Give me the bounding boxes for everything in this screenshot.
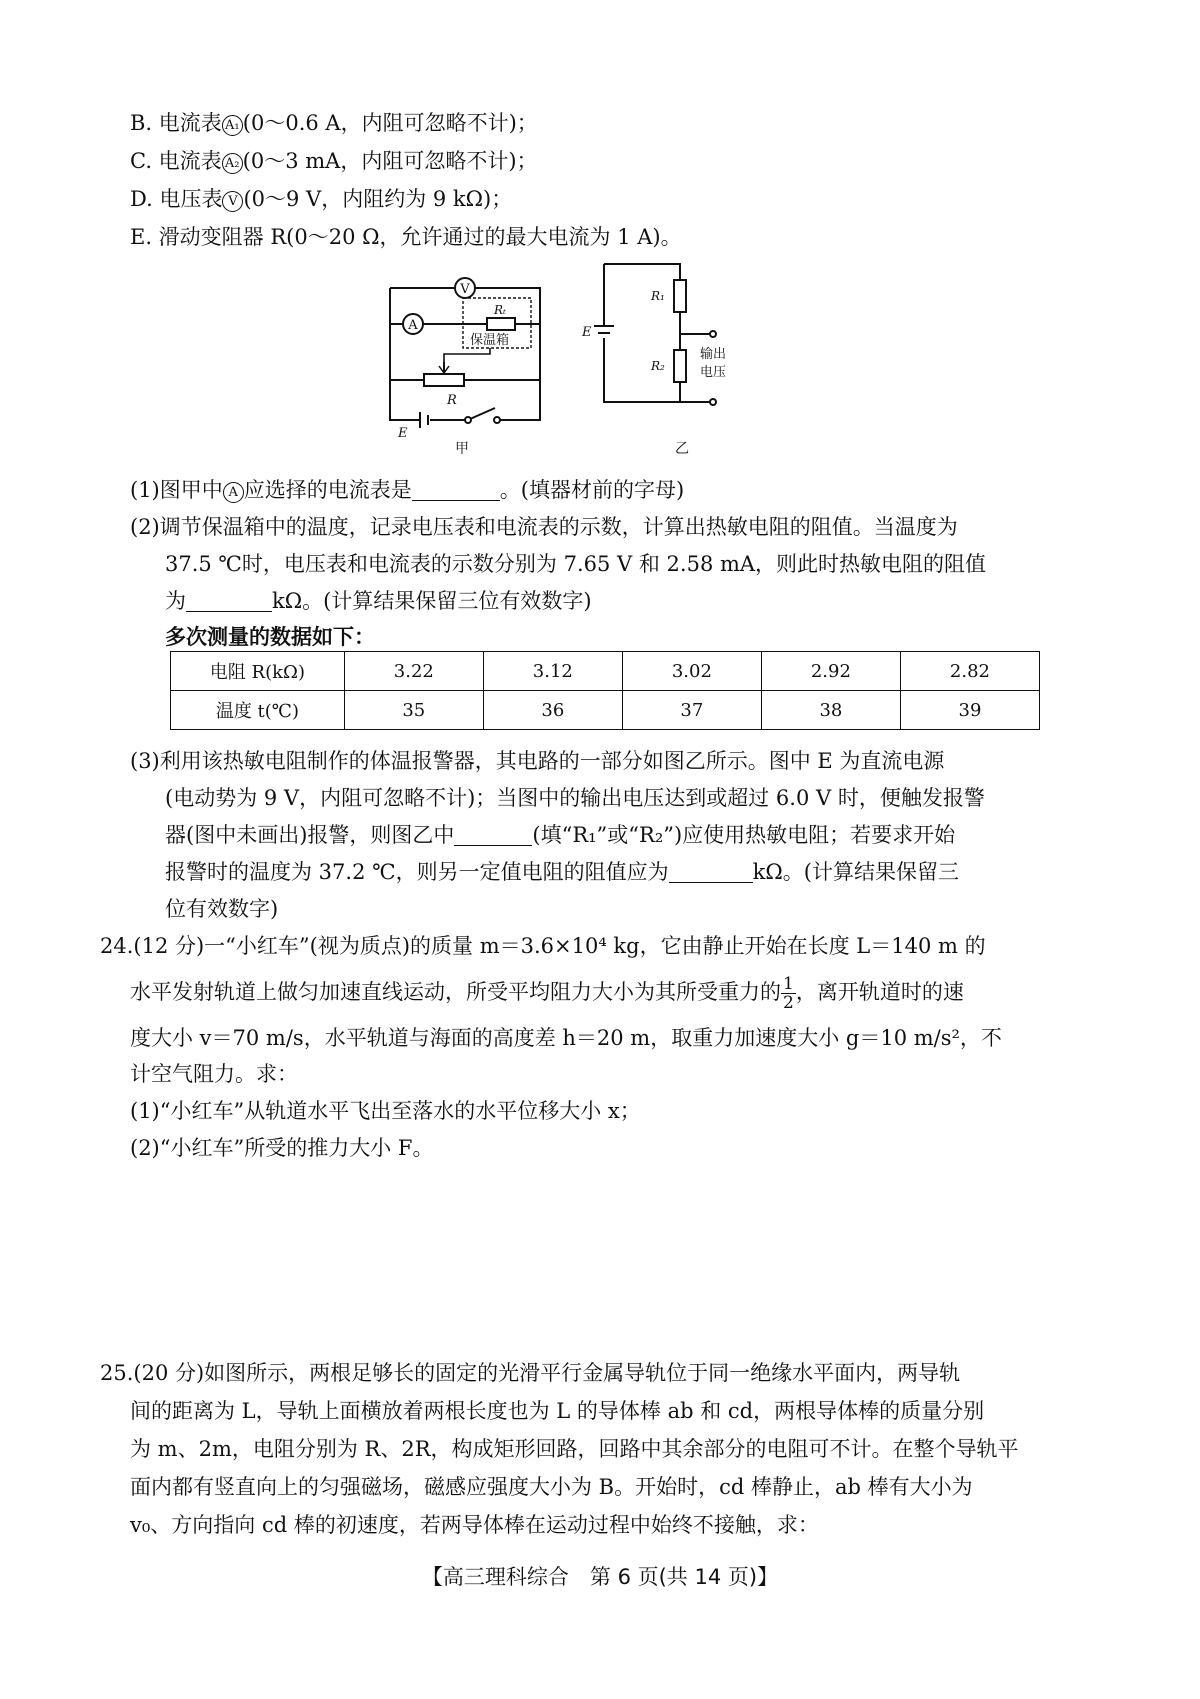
ammeter-a2-symbol: A₂ — [222, 153, 243, 174]
figure-yi-r1-label: R₁ — [651, 289, 665, 303]
figure-yi-r2-label: R₂ — [651, 359, 665, 373]
q23-part3-line4: 报警时的温度为 37.2 ℃，则另一定值电阻的阻值应为 kΩ。(计算结果保留三 — [165, 860, 959, 884]
table-cell: 3.02 — [622, 652, 761, 691]
q23-part2-line3: 为 kΩ。(计算结果保留三位有效数字) — [165, 589, 592, 613]
q24-line6: (2)“小红车”所受的推力大小 F。 — [130, 1136, 434, 1160]
q23-part3-line2: (电动势为 9 V，内阻可忽略不计)；当图中的输出电压达到或超过 6.0 V 时，便触发报警 — [165, 786, 985, 810]
circuit-diagram-jia — [390, 278, 540, 457]
answer-blank-2[interactable] — [186, 589, 272, 612]
ammeter-a1-symbol: A₁ — [222, 115, 243, 136]
q23-part2-line1: (2)调节保温箱中的温度，记录电压表和电流表的示数，计算出热敏电阻的阻值。当温度为 — [130, 515, 958, 539]
option-c: C. 电流表 A₂ (0～3 mA，内阻可忽略不计)； — [130, 149, 538, 173]
figure-jia-rt-label: Rₜ — [494, 303, 506, 317]
option-e: E. 滑动变阻器 R(0～20 Ω，允许通过的最大电流为 1 A)。 — [130, 225, 682, 249]
table-row-label: 电阻 R(kΩ) — [171, 652, 345, 691]
voltmeter-symbol: V — [222, 191, 243, 212]
q24-line1: 24.(12 分)一“小红车”(视为质点)的质量 m＝3.6×10⁴ kg，它由静止开始在长度 L＝140 m 的 — [100, 934, 986, 958]
figure-jia-ammeter-label: A — [408, 318, 418, 333]
q24-line4: 计空气阻力。求： — [130, 1062, 298, 1086]
figure-yi-e-label: E — [582, 325, 592, 340]
page-footer: 【高三理科综合 第 6 页(共 14 页)】 — [421, 1565, 779, 1589]
q23-part1: (1)图甲中 A 应选择的电流表是 。(填器材前的字母) — [130, 478, 685, 502]
q23-part3-line3: 器(图中未画出)报警，则图乙中 (填“R₁”或“R₂”)应使用热敏电阻；若要求开始 — [165, 823, 956, 847]
table-intro: 多次测量的数据如下： — [165, 624, 375, 649]
figure-jia-r-label: R — [447, 393, 457, 408]
ammeter-symbol: A — [223, 482, 244, 503]
answer-blank-3[interactable] — [454, 823, 532, 846]
table-row — [171, 691, 1040, 730]
table-cell: 36 — [483, 691, 622, 730]
table-cell: 3.12 — [483, 652, 622, 691]
q24-line3: 度大小 v＝70 m/s，水平轨道与海面的高度差 h＝20 m，取重力加速度大小 g＝10 m/s²，不 — [130, 1026, 1002, 1050]
q25-line3: 为 m、2m，电阻分别为 R、2R，构成矩形回路，回路中其余部分的电阻可不计。在整个导轨平 — [130, 1437, 1019, 1461]
option-b: B. 电流表 A₁ (0～0.6 A，内阻可忽略不计)； — [130, 111, 538, 135]
q25-line4: 面内都有竖直向上的匀强磁场，磁感应强度大小为 B。开始时，cd 棒静止，ab 棒有大小为 — [130, 1475, 973, 1499]
answer-blank-1[interactable] — [412, 478, 500, 501]
q25-line2: 间的距离为 L，导轨上面横放着两根长度也为 L 的导体棒 ab 和 cd，两根导体棒的质量分别 — [130, 1399, 985, 1423]
table-cell: 2.82 — [900, 652, 1039, 691]
figure-jia-box-label: 保温箱 — [470, 333, 510, 348]
q23-part2-line2: 37.5 ℃时，电压表和电流表的示数分别为 7.65 V 和 2.58 mA，则此时热敏电阻的阻值 — [165, 552, 987, 576]
table-row — [171, 652, 1040, 691]
q25-line1: 25.(20 分)如图所示，两根足够长的固定的光滑平行金属导轨位于同一绝缘水平面内，两导轨 — [100, 1361, 961, 1385]
table-row-label: 温度 t(℃) — [171, 691, 345, 730]
table-cell: 37 — [622, 691, 761, 730]
data-table — [170, 651, 1040, 730]
q24-line2: 水平发射轨道上做匀加速直线运动，所受平均阻力大小为其所受重力的 $\frac{1}{2}$ ，离开轨道时的速 — [130, 974, 964, 1013]
q23-part3-line1: (3)利用该热敏电阻制作的体温报警器，其电路的一部分如图乙所示。图中 E 为直流电源 — [130, 749, 945, 773]
figure-jia-e-label: E — [398, 426, 408, 441]
table-cell: 38 — [761, 691, 900, 730]
q25-line5: v₀、方向指向 cd 棒的初速度，若两导体棒在运动过程中始终不接触，求： — [130, 1513, 819, 1537]
circuit-diagram-yi — [581, 264, 726, 457]
table-cell: 3.22 — [344, 652, 483, 691]
fraction-one-half: $\frac{1}{2}$ — [783, 974, 794, 1013]
answer-blank-4[interactable] — [669, 860, 753, 883]
figure-yi-output-label-1: 输出 — [700, 347, 727, 362]
circuit-figures — [0, 260, 1200, 460]
figure-jia-voltmeter-label: V — [460, 282, 470, 297]
table-cell: 39 — [900, 691, 1039, 730]
option-d: D. 电压表 V (0～9 V，内阻约为 9 kΩ)； — [130, 187, 513, 211]
figure-jia-caption: 甲 — [455, 441, 469, 457]
table-cell: 35 — [344, 691, 483, 730]
q23-part3-line5: 位有效数字) — [165, 897, 279, 921]
figure-yi-output-label-2: 电压 — [700, 365, 727, 380]
table-cell: 2.92 — [761, 652, 900, 691]
q24-line5: (1)“小红车”从轨道水平飞出至落水的水平位移大小 x； — [130, 1099, 641, 1123]
figure-yi-caption: 乙 — [675, 441, 689, 457]
